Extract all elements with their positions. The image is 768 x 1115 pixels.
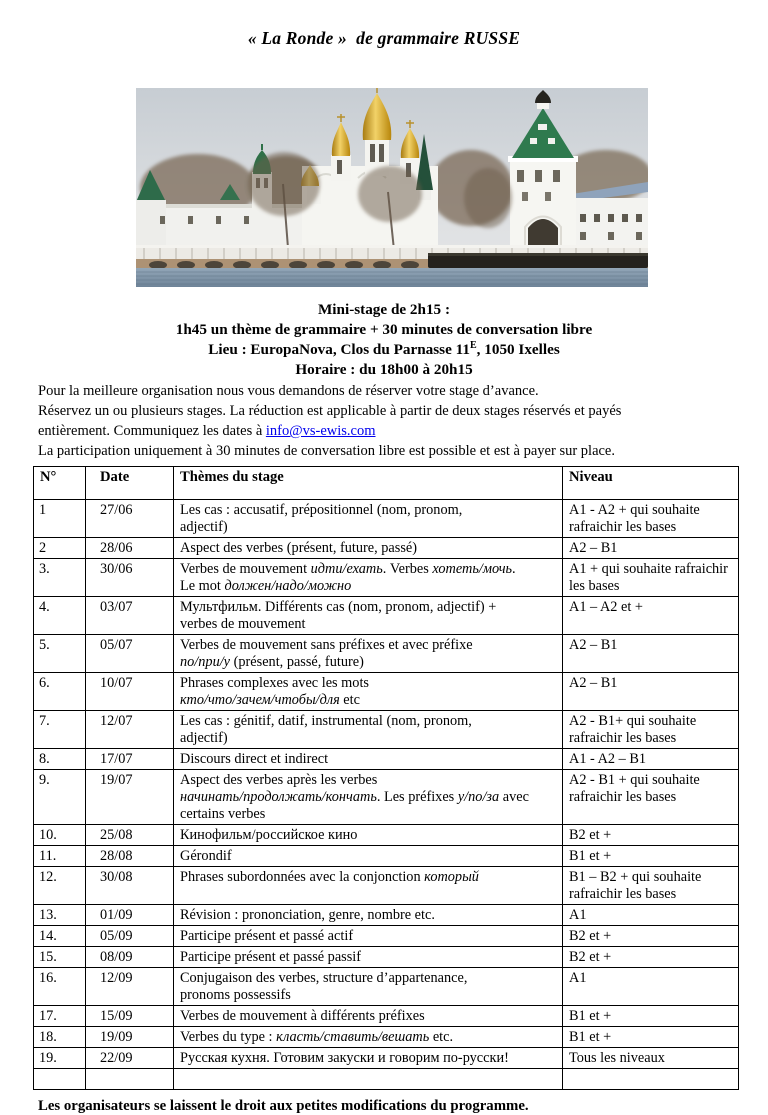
cell-theme: Phrases subordonnées avec la conjonction который [174,867,563,905]
cell-theme: Verbes de mouvement идти/ехать. Verbes хотеть/мочь. Le mot должен/надо/можно [174,559,563,597]
cell-date: 27/06 [86,500,174,538]
cell-theme: Discours direct et indirect [174,749,563,770]
cell-date: 28/06 [86,538,174,559]
header-niveau: Niveau [563,467,739,500]
cell-date: 25/08 [86,825,174,846]
table-row [34,749,739,770]
cell-date: 12/09 [86,968,174,1006]
cell-theme: Мультфильм. Différents cas (nom, pronom, adjectif) + verbes de mouvement [174,597,563,635]
paragraph-line-3: entièrement. Communiquez les dates à info@vs-ewis.com [38,423,376,439]
cell-theme: Verbes de mouvement sans préfixes et avec préfixe по/при/у (présent, passé, future) [174,635,563,673]
table-row [34,825,739,846]
cell-date: 01/09 [86,905,174,926]
photo-right-wall [572,182,648,250]
table-row [34,635,739,673]
cell-niveau: A2 – B1 [563,673,739,711]
table-row [34,905,739,926]
cell-date: 19/09 [86,1027,174,1048]
table-row [34,1006,739,1027]
cell-niveau: B1 et + [563,1006,739,1027]
stage-table [33,466,739,1090]
email-link[interactable]: info@vs-ewis.com [265,423,376,439]
cell-num: 3. [34,559,86,597]
cell-num [34,1069,86,1090]
cell-theme: Les cas : génitif, datif, instrumental (nom, pronom, adjectif) [174,711,563,749]
table-row [34,673,739,711]
cell-num: 9. [34,770,86,825]
cell-num: 10. [34,825,86,846]
paragraph-line-2: Réservez un ou plusieurs stages. La réduction est applicable à partir de deux stages réservés et payés [38,403,622,419]
paragraph-line-4: La participation uniquement à 30 minutes de conversation libre est possible et est à payer sur place. [38,443,615,459]
cell-theme: Кинофильм/российское кино [174,825,563,846]
photo-water [136,268,648,287]
cell-theme: Conjugaison des verbes, structure d’appartenance, pronoms possessifs [174,968,563,1006]
cell-theme [174,1069,563,1090]
cell-niveau: B2 et + [563,947,739,968]
cell-num: 13. [34,905,86,926]
cell-niveau: B1 et + [563,846,739,867]
cell-num: 4. [34,597,86,635]
cell-date: 19/07 [86,770,174,825]
cell-niveau: A1 + qui souhaite rafraichir les bases [563,559,739,597]
table-row [34,1069,739,1090]
table-row [34,597,739,635]
cell-date: 30/08 [86,867,174,905]
cell-date: 15/09 [86,1006,174,1027]
cell-date: 30/06 [86,559,174,597]
info-block [0,300,768,380]
cell-num: 7. [34,711,86,749]
cell-theme: Aspect des verbes (présent, future, passé) [174,538,563,559]
cell-num: 14. [34,926,86,947]
cell-niveau: B1 – B2 + qui souhaite rafraichir les bases [563,867,739,905]
cell-niveau: A1 - A2 + qui souhaite rafraichir les bases [563,500,739,538]
cell-date: 28/08 [86,846,174,867]
cell-num: 8. [34,749,86,770]
cell-date: 12/07 [86,711,174,749]
cell-niveau: A1 – A2 et + [563,597,739,635]
cell-date: 08/09 [86,947,174,968]
cell-niveau: B1 et + [563,1027,739,1048]
cell-num: 18. [34,1027,86,1048]
cell-date: 05/09 [86,926,174,947]
address-superscript: E [469,339,477,351]
cell-date: 22/09 [86,1048,174,1069]
header-num: N° [34,467,86,500]
table-row [34,1048,739,1069]
page-title: « La Ronde » de grammaire RUSSE [247,28,521,48]
info-line-3: Lieu : EuropaNova, Clos du Parnasse $11^E$, 1050 Ixelles [208,339,560,358]
cell-niveau: A2 - B1+ qui souhaite rafraichir les bases [563,711,739,749]
cell-date: 05/07 [86,635,174,673]
stage-table-wrap [33,466,768,1090]
cell-niveau: B2 et + [563,926,739,947]
table-row [34,926,739,947]
footer-note: Les organisateurs se laissent le droit aux petites modifications du programme. [38,1098,529,1114]
table-row [34,500,739,538]
cell-num: 5. [34,635,86,673]
monastery-photo-art [136,88,648,287]
cell-niveau: A1 [563,905,739,926]
cell-date: 10/07 [86,673,174,711]
cell-theme: Verbes de mouvement à différents préfixes [174,1006,563,1027]
header-date: Date [86,467,174,500]
info-line-4: Horaire : du 18h00 à 20h15 [295,361,473,378]
intro-paragraph [38,381,744,461]
photo-embankment [136,245,648,270]
table-row [34,770,739,825]
table-row [34,711,739,749]
paragraph-line-1: Pour la meilleure organisation nous vous demandons de réserver votre stage d’avance. [38,383,539,399]
cell-num: 2 [34,538,86,559]
header-theme: Thèmes du stage [174,467,563,500]
stage-table-rows [34,500,739,1090]
table-row [34,846,739,867]
cell-num: 6. [34,673,86,711]
cell-niveau [563,1069,739,1090]
cell-theme: Verbes du type : класть/ставить/вешать etc. [174,1027,563,1048]
cell-num: 16. [34,968,86,1006]
cell-num: 15. [34,947,86,968]
cell-niveau: B2 et + [563,825,739,846]
cell-date [86,1069,174,1090]
cell-niveau: A1 [563,968,739,1006]
cell-date: 17/07 [86,749,174,770]
table-row [34,867,739,905]
cell-niveau: Tous les niveaux [563,1048,739,1069]
cell-num: 12. [34,867,86,905]
cell-theme: Participe présent et passé passif [174,947,563,968]
cell-niveau: A2 – B1 [563,538,739,559]
cell-num: 11. [34,846,86,867]
cell-theme: Aspect des verbes après les verbes начинать/продолжать/кончать. Les préfixes у/по/за avec certains verbes [174,770,563,825]
cell-date: 03/07 [86,597,174,635]
cell-theme: Русская кухня. Готовим закуски и говорим по-русски! [174,1048,563,1069]
cell-num: 19. [34,1048,86,1069]
cell-theme: Gérondif [174,846,563,867]
cell-theme: Les cas : accusatif, prépositionnel (nom, pronom, adjectif) [174,500,563,538]
table-row [34,559,739,597]
table-row [34,1027,739,1048]
cell-niveau: A1 - A2 – B1 [563,749,739,770]
cell-niveau: A2 – B1 [563,635,739,673]
cell-niveau: A2 - B1 + qui souhaite rafraichir les bases [563,770,739,825]
cell-num: 1 [34,500,86,538]
table-row [34,538,739,559]
monastery-photo [136,88,648,287]
cell-num: 17. [34,1006,86,1027]
table-header-row [34,467,739,500]
flyer-page [0,27,768,1114]
cell-theme: Participe présent et passé actif [174,926,563,947]
info-line-1: Mini-stage de 2h15 : [317,301,451,318]
cell-theme: Phrases complexes avec les mots кто/что/зачем/чтобы/для etc [174,673,563,711]
cell-theme: Révision : prononciation, genre, nombre etc. [174,905,563,926]
table-row [34,968,739,1006]
info-line-2: 1h45 un thème de grammaire + 30 minutes de conversation libre [175,321,593,338]
table-row [34,947,739,968]
